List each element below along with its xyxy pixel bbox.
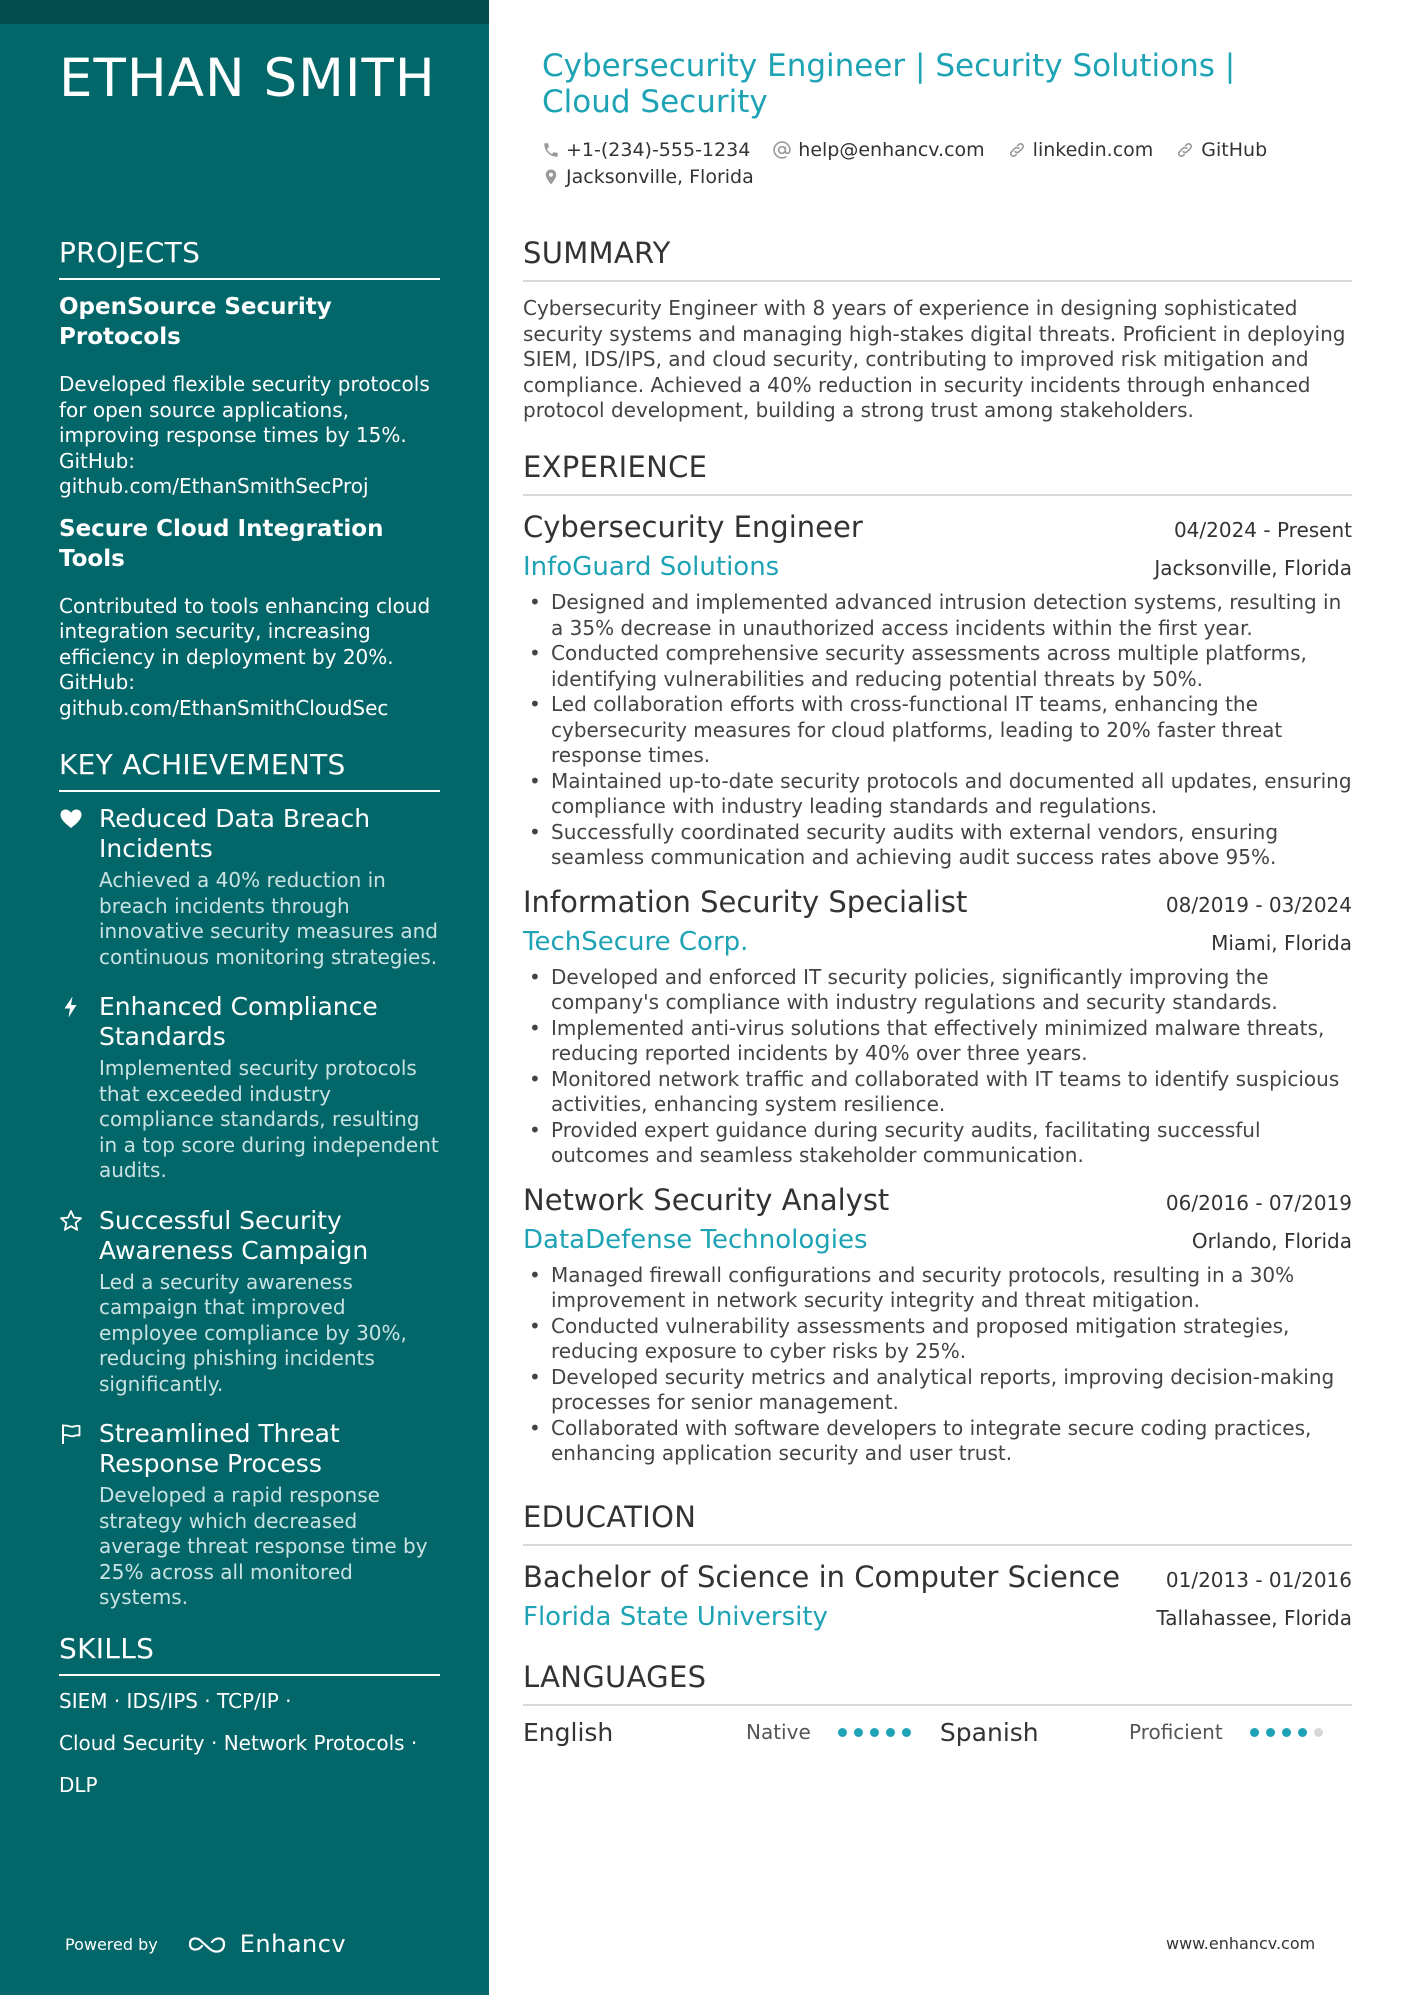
bullet-item: • Maintained up-to-date security protocols and documented all updates, ensuring compliance with industry leading standards and regulations. xyxy=(523,769,1352,820)
bullet-item: • Provided expert guidance during security audits, facilitating successful outcomes and seamless stakeholder communication. xyxy=(523,1118,1352,1169)
job-dates: 04/2024 - Present xyxy=(1173,518,1352,542)
job-entry xyxy=(523,1183,1352,1467)
project-item xyxy=(59,292,440,500)
rating-dot-filled xyxy=(886,1728,895,1737)
job-dates: 06/2016 - 07/2019 xyxy=(1165,1190,1352,1215)
education-section xyxy=(523,1500,1352,1632)
project-title: Secure Cloud Integration Tools xyxy=(59,515,384,572)
skills-heading: SKILLS xyxy=(59,1632,440,1676)
bullet-item: • Implemented anti-virus solutions that effectively minimized malware threats, reducing reported incidents by 40% over three years. xyxy=(523,1016,1352,1067)
achievement-description: Implemented security protocols that exceeded industry compliance standards, resulting in a top score during independent audits. xyxy=(99,1056,439,1182)
job-dates: 08/2019 - 03/2024 xyxy=(1165,892,1352,917)
headline: Cybersecurity Engineer | Security Solutions | Cloud Security xyxy=(542,48,1236,120)
education-entry xyxy=(523,1560,1352,1632)
languages-row xyxy=(523,1712,1352,1752)
job-company: InfoGuard Solutions xyxy=(523,552,780,582)
project-title: OpenSource Security Protocols xyxy=(59,294,332,350)
education-location: Tallahassee, Florida xyxy=(1156,1606,1352,1630)
summary-heading: SUMMARY xyxy=(523,236,1352,282)
skills-line: SIEM · IDS/IPS · TCP/IP · xyxy=(59,1689,292,1713)
contact-location xyxy=(542,166,754,188)
summary-text: Cybersecurity Engineer with 8 years of experience in designing sophisticated security systems and managing high-stakes digital threats. Proficient in deploying SIEM, IDS/IPS, and cloud security, contributing to improved risk mitigation and compliance. Achieved a 40% reduction in security incidents through enhanced protocol development, building a strong trust among stakeholders. xyxy=(523,296,1346,422)
languages-heading: LANGUAGES xyxy=(523,1660,1352,1706)
education-heading: EDUCATION xyxy=(523,1500,1352,1546)
skills-section xyxy=(59,1632,440,1806)
job-location: Miami, Florida xyxy=(1211,930,1352,955)
bullet-item: • Designed and implemented advanced intrusion detection systems, resulting in a 35% decrease in unauthorized access incidents within the first year. xyxy=(523,590,1352,641)
enhancv-logo-icon xyxy=(186,1932,230,1956)
project-description: Contributed to tools enhancing cloud integration security, increasing efficiency in deployment by 20%. GitHub: github.com/EthanSmithCloudSec xyxy=(59,593,431,720)
job-bullets xyxy=(523,590,1352,871)
job-bullets xyxy=(523,1263,1352,1467)
linkedin-text: linkedin.com xyxy=(1032,138,1154,161)
rating-dot-filled xyxy=(902,1728,911,1737)
education-dates: 01/2013 - 01/2016 xyxy=(1165,1568,1352,1592)
link-icon xyxy=(1007,140,1027,160)
summary-section xyxy=(523,236,1352,424)
rating-dot-filled xyxy=(838,1728,847,1737)
job-company: DataDefense Technologies xyxy=(523,1224,868,1255)
languages-section xyxy=(523,1660,1352,1752)
job-title: Cybersecurity Engineer xyxy=(523,510,863,544)
phone-text: +1-(234)-555-1234 xyxy=(566,138,751,161)
achievements-section xyxy=(59,748,440,1611)
achievements-heading: KEY ACHIEVEMENTS xyxy=(59,748,440,792)
bullet-item: • Managed firewall configurations and security protocols, resulting in a 30% improvement in network security integrity and threat mitigation. xyxy=(523,1263,1352,1314)
rating-dot-filled xyxy=(1298,1728,1307,1737)
powered-by xyxy=(65,1930,346,1958)
project-description: Developed flexible security protocols for open source applications, improving response times by 15%. GitHub: github.com/EthanSmithSecProj xyxy=(59,372,430,498)
link-icon xyxy=(1175,140,1195,160)
achievement-description: Achieved a 40% reduction in breach incidents through innovative security measures and continuous monitoring strategies. xyxy=(99,868,438,969)
bullet-item: • Collaborated with software developers to integrate secure coding practices, enhancing application security and user trust. xyxy=(523,1416,1352,1467)
job-bullets xyxy=(523,965,1352,1169)
job-entry xyxy=(523,510,1352,871)
contact-phone[interactable] xyxy=(542,139,750,161)
sidebar xyxy=(0,0,489,1995)
footer-url[interactable]: www.enhancv.com xyxy=(1166,1934,1316,1953)
flag-icon xyxy=(59,1422,83,1446)
contact-linkedin[interactable] xyxy=(1007,139,1154,161)
rating-dot-filled xyxy=(1282,1728,1291,1737)
bullet-item: • Successfully coordinated security audits with external vendors, ensuring seamless communication and achieving audit success rates above 95%. xyxy=(523,820,1352,871)
achievement-title: Successful Security Awareness Campaign xyxy=(99,1205,369,1265)
powered-by-label: Powered by xyxy=(65,1934,158,1954)
rating-dot-filled xyxy=(854,1728,863,1737)
project-item xyxy=(59,514,440,722)
email-text: help@enhancv.com xyxy=(798,138,985,161)
degree-title: Bachelor of Science in Computer Science xyxy=(523,1560,1121,1594)
enhancv-brand: Enhancv xyxy=(239,1930,347,1958)
achievement-item xyxy=(59,1419,440,1611)
experience-heading: EXPERIENCE xyxy=(523,450,1352,496)
achievement-title: Reduced Data Breach Incidents xyxy=(99,804,371,863)
rating-dot-filled xyxy=(870,1728,879,1737)
skills-line: Cloud Security · Network Protocols · xyxy=(59,1731,418,1755)
school-name: Florida State University xyxy=(523,1602,828,1632)
language-level: Native xyxy=(746,1720,811,1744)
sidebar-top-bar xyxy=(0,0,489,24)
rating-dot-filled xyxy=(1250,1728,1259,1737)
job-entry xyxy=(523,885,1352,1169)
rating-dot-empty xyxy=(1314,1728,1323,1737)
language-rating xyxy=(838,1728,940,1737)
experience-section xyxy=(523,450,1352,1467)
bullet-item: • Developed security metrics and analytical reports, improving decision-making processes for senior management. xyxy=(523,1365,1352,1416)
bullet-item: • Conducted comprehensive security assessments across multiple platforms, identifying vulnerabilities and reducing potential threats by 50%. xyxy=(523,641,1352,692)
rating-dot-filled xyxy=(1266,1728,1275,1737)
achievement-item xyxy=(59,1206,440,1398)
job-location: Orlando, Florida xyxy=(1191,1228,1352,1253)
language-level: Proficient xyxy=(1128,1720,1223,1744)
contact-github[interactable] xyxy=(1175,139,1267,161)
skills-line: DLP xyxy=(59,1773,98,1797)
language-rating xyxy=(1250,1728,1352,1737)
achievement-title: Enhanced Compliance Standards xyxy=(99,992,378,1051)
contact-email[interactable] xyxy=(772,139,984,161)
language-name: Spanish xyxy=(939,1717,1039,1747)
lightning-icon xyxy=(59,995,83,1019)
achievement-item xyxy=(59,804,440,970)
achievement-description: Developed a rapid response strategy which decreased average threat response time by 25% across all monitored systems. xyxy=(99,1483,428,1609)
bullet-item: • Led collaboration efforts with cross-functional IT teams, enhancing the cybersecurity measures for cloud platforms, leading to 20% faster threat response times. xyxy=(523,692,1352,769)
job-title: Information Security Specialist xyxy=(523,884,968,919)
at-icon xyxy=(772,140,792,160)
language-name: English xyxy=(523,1717,614,1747)
job-title: Network Security Analyst xyxy=(523,1182,890,1217)
location-text: Jacksonville, Florida xyxy=(566,165,754,188)
phone-icon xyxy=(542,141,560,159)
bullet-item: • Conducted vulnerability assessments and proposed mitigation strategies, reducing exposure to cyber risks by 25%. xyxy=(523,1314,1352,1365)
heart-icon xyxy=(59,807,83,831)
job-company: TechSecure Corp. xyxy=(523,926,749,957)
achievement-title: Streamlined Threat Response Process xyxy=(99,1419,340,1478)
star-icon xyxy=(59,1209,83,1233)
github-text: GitHub xyxy=(1201,138,1268,161)
bullet-item: • Developed and enforced IT security policies, significantly improving the company's compliance with industry regulations and security standards. xyxy=(523,965,1352,1016)
bullet-item: • Monitored network traffic and collaborated with IT teams to identify suspicious activities, enhancing system resilience. xyxy=(523,1067,1352,1118)
achievement-description: Led a security awareness campaign that improved employee compliance by 30%, reducing phishing incidents significantly. xyxy=(99,1269,407,1396)
candidate-name: ETHAN SMITH xyxy=(59,48,436,109)
contact-bar xyxy=(542,136,1342,190)
job-location: Jacksonville, Florida xyxy=(1154,556,1352,580)
projects-section xyxy=(59,236,440,721)
achievement-item xyxy=(59,992,440,1184)
projects-heading: PROJECTS xyxy=(59,236,440,280)
location-pin-icon xyxy=(542,167,560,187)
